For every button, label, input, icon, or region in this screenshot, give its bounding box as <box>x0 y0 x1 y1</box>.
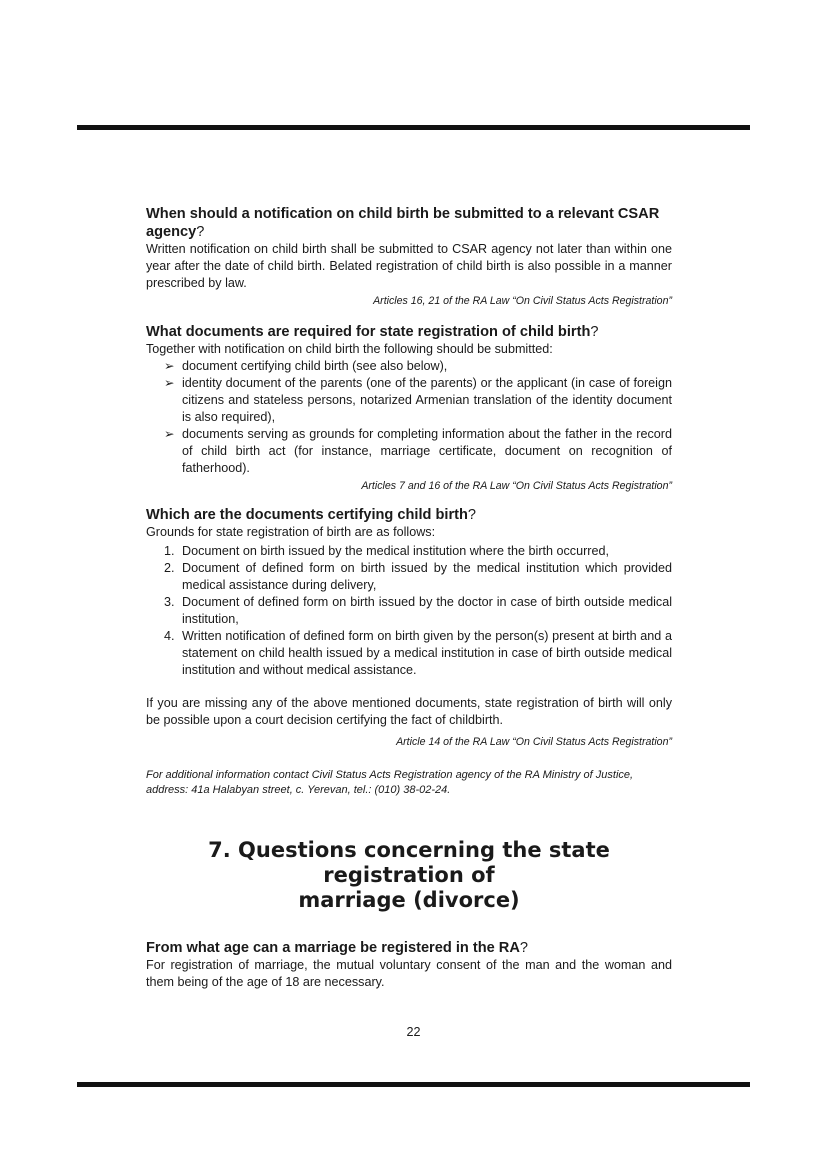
certifying-docs-heading: Which are the documents certifying child birth? <box>146 507 477 523</box>
list-item: 3. Document of defined form on birth issued by the doctor in case of birth outside medical institution, <box>164 595 672 626</box>
certifying-docs-citation: Article 14 of the RA Law “On Civil Status Acts Registration” <box>396 736 672 748</box>
footer-rule <box>77 1082 750 1087</box>
page-number: 22 <box>406 1025 421 1039</box>
documents-required-list <box>146 358 672 477</box>
contact-note: For additional information contact Civil Status Acts Registration agency of the RA Ministry of Justice, address: 41a Halabyan street, c. Yerevan, tel.: (010) 38-02-24. <box>146 769 634 796</box>
header-rule <box>77 125 750 130</box>
chapter-title: 7. Questions concerning the state registration of marriage (divorce) <box>208 838 610 912</box>
list-item: 2. Document of defined form on birth issued by the medical institution which provided medical assistance during delivery, <box>164 561 672 592</box>
certifying-docs-list <box>146 543 672 679</box>
list-item: 4. Written notification of defined form on birth given by the person(s) present at birth and a statement on child health issued by a medical institution in case of birth outside medical institution and without medical assistance. <box>164 629 672 677</box>
page-content <box>146 205 672 991</box>
marriage-age-body: For registration of marriage, the mutual voluntary consent of the man and the woman and them being of the age of 18 are necessary. <box>146 958 672 989</box>
list-item: 1. Document on birth issued by the medical institution where the birth occurred, <box>164 544 610 558</box>
documents-required-heading: What documents are required for state registration of child birth? <box>146 324 599 340</box>
list-item: ➢ documents serving as grounds for completing information about the father in the record of child birth act (for instance, marriage certificate, document on recognition of fatherhood). <box>164 427 672 475</box>
notification-citation: Articles 16, 21 of the RA Law “On Civil Status Acts Registration” <box>373 295 672 307</box>
list-item: ➢ document certifying child birth (see also below), <box>164 359 448 373</box>
arrow-bullet-icon: ➢ <box>164 376 175 390</box>
notification-body: Written notification on child birth shall be submitted to CSAR agency not later than within one year after the date of child birth. Belated registration of child birth is also possible in a manner prescribed by law. <box>146 242 672 290</box>
arrow-bullet-icon: ➢ <box>164 427 175 441</box>
missing-docs-paragraph: If you are missing any of the above mentioned documents, state registration of birth will only be possible upon a court decision certifying the fact of childbirth. <box>146 696 672 727</box>
documents-required-intro: Together with notification on child birth the following should be submitted: <box>146 342 553 356</box>
marriage-age-heading: From what age can a marriage be registered in the RA? <box>146 940 528 956</box>
arrow-bullet-icon: ➢ <box>164 359 175 373</box>
notification-heading: When should a notification on child birth be submitted to a relevant CSAR agency? <box>146 206 660 240</box>
documents-required-citation: Articles 7 and 16 of the RA Law “On Civil Status Acts Registration” <box>361 480 672 492</box>
certifying-docs-intro: Grounds for state registration of birth are as follows: <box>146 525 436 539</box>
list-item: ➢ identity document of the parents (one of the parents) or the applicant (in case of foreign citizens and stateless persons, notarized Armenian translation of the identity document is also required), <box>164 376 672 424</box>
